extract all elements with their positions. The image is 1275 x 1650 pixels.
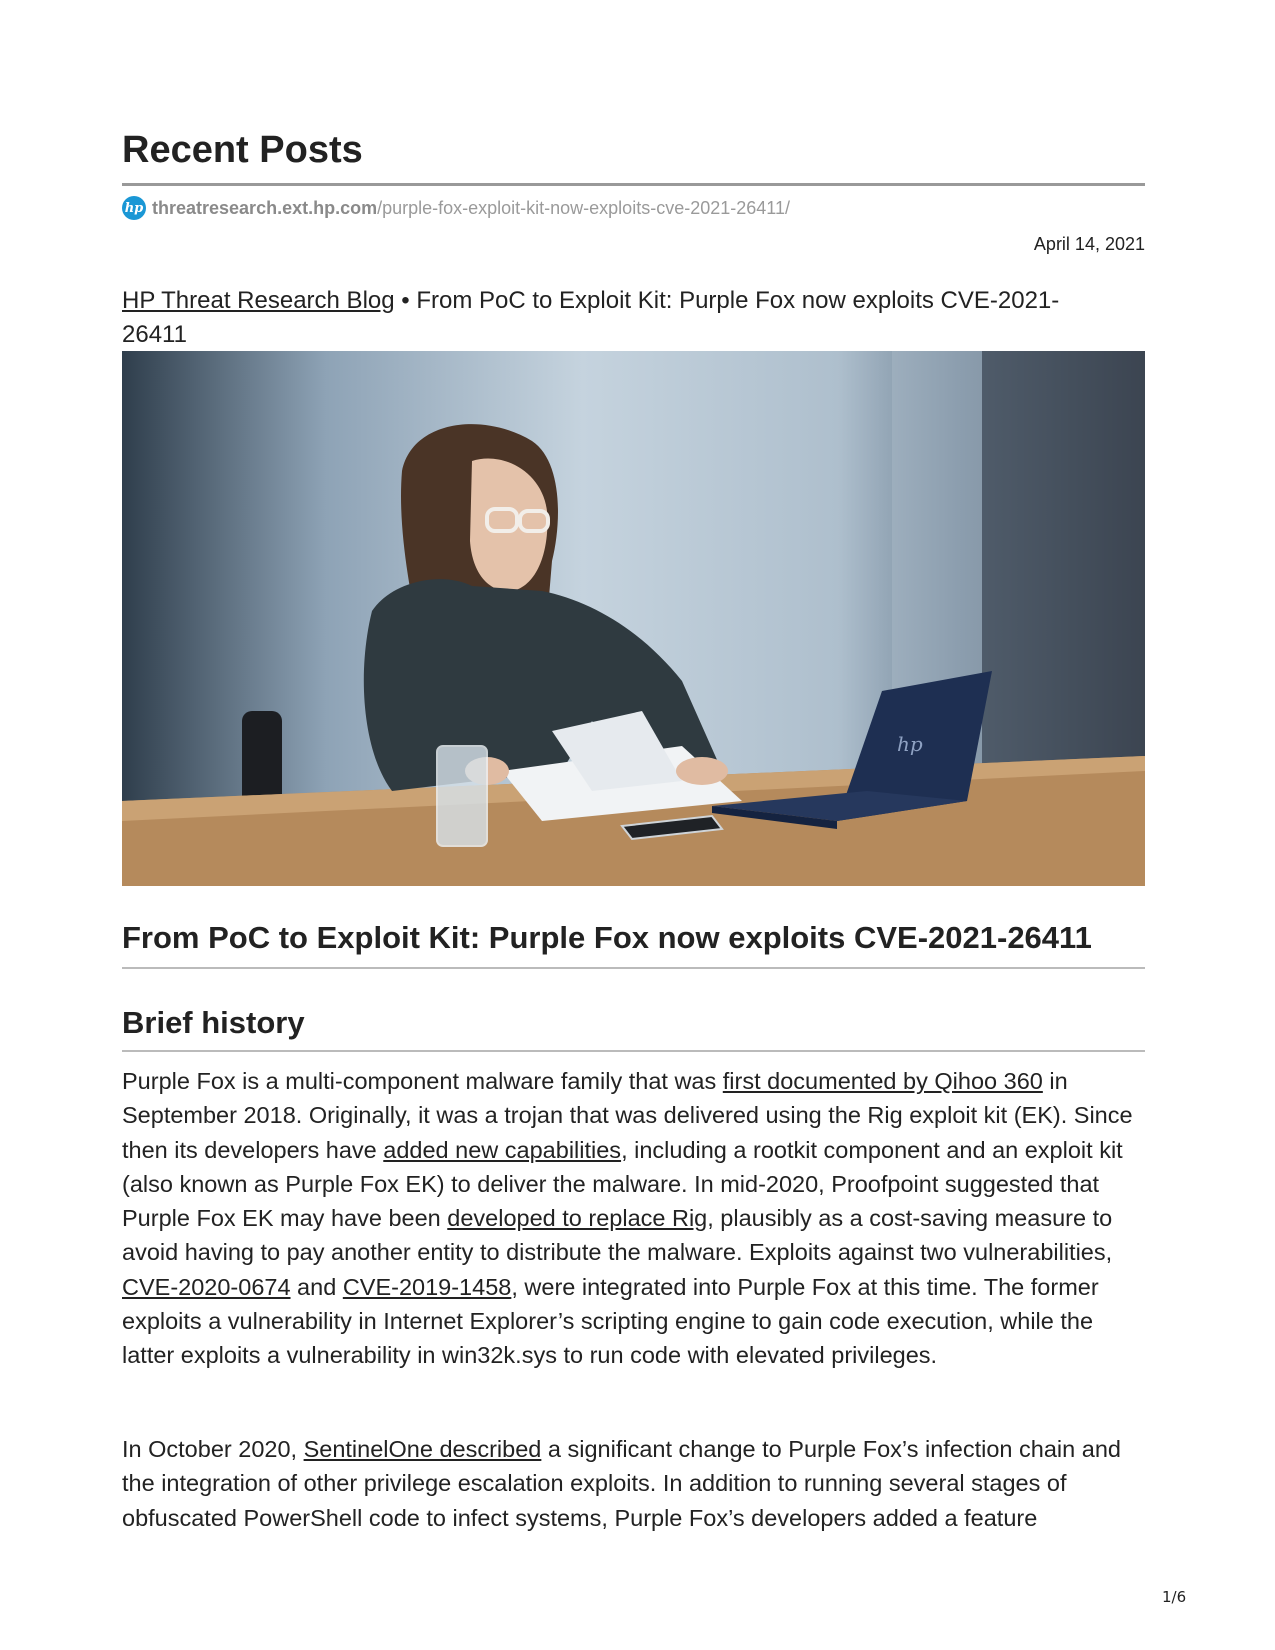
page-title: Recent Posts: [122, 129, 363, 171]
paragraph-1: [122, 1064, 1145, 1373]
link-cve-2020-0674[interactable]: CVE-2020-0674: [122, 1273, 291, 1300]
text-run: Purple Fox is a multi-component malware family that was: [122, 1068, 723, 1094]
url-path: /purple-fox-exploit-kit-now-exploits-cve-2021-26411/: [377, 197, 790, 218]
hero-image: [122, 351, 1145, 886]
url-domain: threatresearch.ext.hp.com: [152, 197, 378, 218]
title-divider: [122, 183, 1145, 186]
text-run: in September 2018. Originally, it was a trojan that was delivered using the Rig exploit kit (EK). Since then its developers have: [122, 1068, 1133, 1163]
blog-link[interactable]: HP Threat Research Blog: [122, 287, 395, 314]
text-run: In October 2020,: [122, 1436, 304, 1462]
section-heading: Brief history: [122, 1005, 305, 1040]
breadcrumb: [122, 284, 1122, 352]
link-sentinelone[interactable]: SentinelOne described: [303, 1436, 542, 1462]
text-run: , were integrated into Purple Fox at this time. The former exploits a vulnerability in Internet Explorer’s scripting engine to gain code execution, while the latter exploits a vulnerability in win32k.sys to run code with elevated privileges.: [122, 1273, 1099, 1369]
link-replace-rig[interactable]: developed to replace Rig: [447, 1205, 708, 1232]
text-run: , including a rootkit component and an exploit kit (also known as Purple Fox EK) to deliver the malware. In mid-2020, Proofpoint suggested that Purple Fox EK may have been: [122, 1136, 1123, 1232]
article-title: From PoC to Exploit Kit: Purple Fox now exploits CVE-2021-26411: [122, 920, 1092, 955]
link-cve-2019-1458[interactable]: CVE-2019-1458: [342, 1273, 512, 1300]
link-added-capabilities[interactable]: added new capabilities: [383, 1136, 622, 1163]
paragraph-2: [122, 1432, 1145, 1535]
hp-logo-icon: hp: [122, 196, 146, 220]
article-title-divider: [122, 967, 1145, 969]
section-divider: [122, 1050, 1145, 1052]
link-qihoo-360[interactable]: first documented by Qihoo 360: [722, 1068, 1043, 1094]
post-date: April 14, 2021: [1033, 234, 1145, 254]
text-run: a significant change to Purple Fox’s infection chain and the integration of other privilege escalation exploits. In addition to running several stages of obfuscated PowerShell code to infect systems, Purple Fox’s developers added a feature: [122, 1436, 1121, 1531]
text-run: , plausibly as a cost-saving measure to avoid having to pay another entity to distribute the malware. Exploits against two vulnerabilities,: [122, 1205, 1113, 1266]
text-run: and: [290, 1273, 343, 1300]
page-number: 1/6: [1162, 1588, 1187, 1606]
source-url[interactable]: [122, 195, 790, 221]
svg-text:hp: hp: [897, 732, 923, 756]
breadcrumb-current: • From PoC to Exploit Kit: Purple Fox now exploits CVE-2021-26411: [122, 287, 1060, 348]
